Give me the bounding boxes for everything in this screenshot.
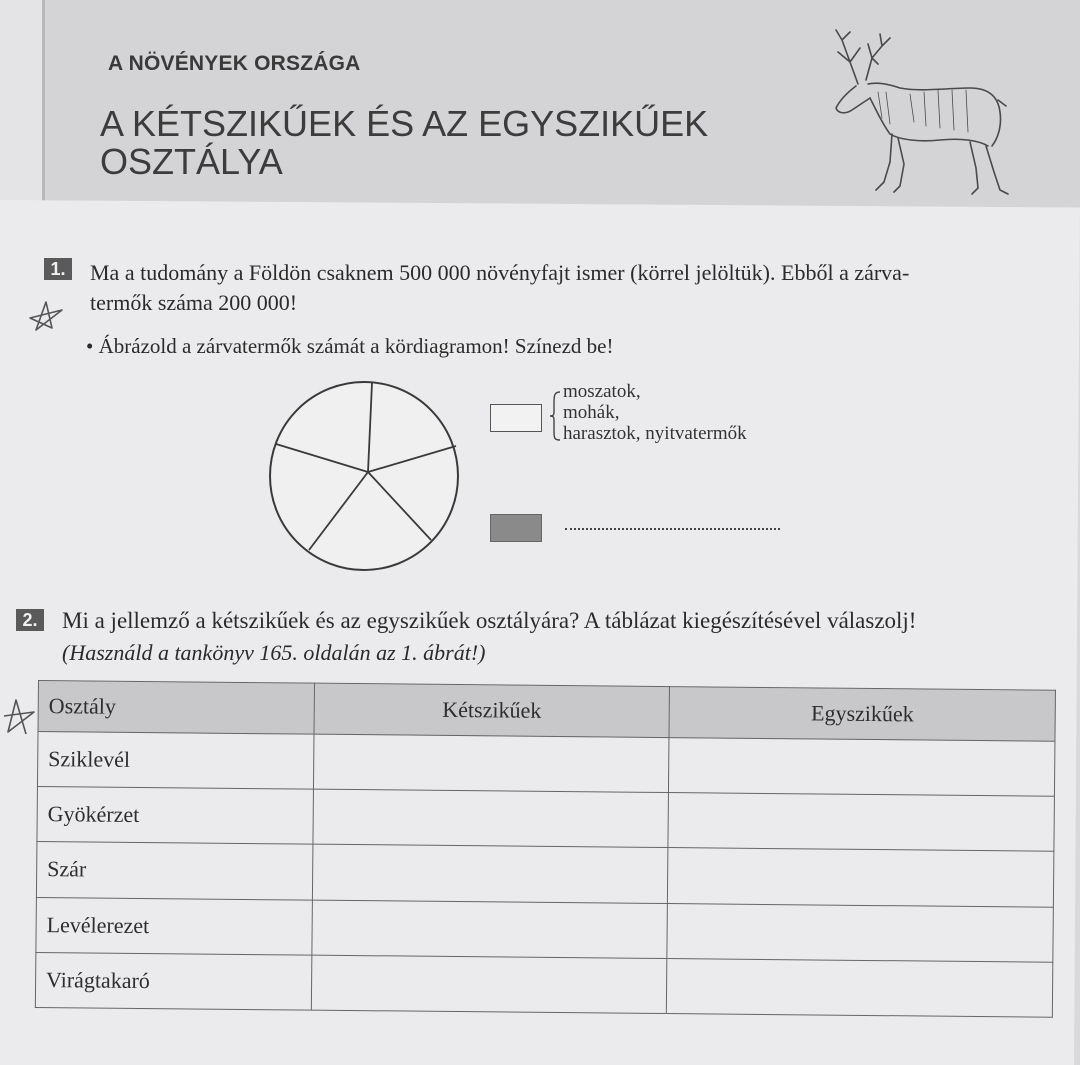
- answer-cell[interactable]: [669, 738, 1055, 797]
- task-1-text-line-2: termők száma 200 000!: [90, 290, 298, 315]
- row-label: Szár: [36, 842, 312, 900]
- answer-dotted-line[interactable]: [565, 528, 780, 530]
- table-row: [36, 897, 1053, 962]
- table-row: [37, 787, 1054, 852]
- answer-cell[interactable]: [313, 734, 669, 793]
- column-header-dicots: Kétszikűek: [314, 683, 670, 737]
- legend-box-light[interactable]: [490, 404, 542, 432]
- legend-box-dark: [490, 514, 542, 542]
- answer-cell[interactable]: [668, 793, 1054, 852]
- task-1-text-line-1: Ma a tudomány a Földön csaknem 500 000 növényfajt ismer (körrel jelöltük). Ebből a zárva-: [90, 260, 910, 285]
- answer-cell[interactable]: [668, 848, 1054, 907]
- table-row: [36, 842, 1053, 907]
- row-label: Levélerezet: [36, 897, 312, 955]
- task-1-number: 1.: [44, 258, 72, 280]
- task-2-hint: (Használd a tankönyv 165. oldalán az 1. ábrát!): [62, 640, 486, 665]
- row-label: Sziklevél: [37, 732, 313, 790]
- chapter-title-line-1: A KÉTSZIKŰEK ÉS AZ EGYSZIKŰEK: [100, 103, 709, 144]
- answer-cell[interactable]: [313, 789, 669, 848]
- legend-label-1: moszatok,: [563, 381, 641, 402]
- task-1-instruction: • Ábrázold a zárvatermők számát a kördiagramon! Színezd be!: [86, 334, 614, 358]
- answer-cell[interactable]: [312, 845, 668, 904]
- legend-label-2: mohák,: [563, 402, 620, 423]
- section-label: A NÖVÉNYEK ORSZÁGA: [108, 52, 361, 75]
- task-2-text: Mi a jellemző a kétszikűek és az egyszikűek osztályára? A táblázat kiegészítésével válaszolj!: [62, 608, 917, 633]
- legend-brace: [548, 390, 562, 442]
- answer-cell[interactable]: [312, 900, 668, 959]
- comparison-table: [35, 680, 1056, 1018]
- reindeer-illustration: [820, 22, 1030, 202]
- pie-chart[interactable]: [265, 380, 465, 575]
- table-row: [35, 952, 1052, 1017]
- answer-cell[interactable]: [667, 958, 1053, 1017]
- binding-strip: [0, 0, 45, 225]
- row-label: Gyökérzet: [37, 787, 313, 845]
- answer-cell[interactable]: [667, 903, 1053, 962]
- pencil-star-mark-1: [24, 298, 68, 334]
- column-header-monocots: Egyszikűek: [669, 687, 1055, 742]
- legend-label-3: harasztok, nyitvatermők: [563, 423, 747, 444]
- pencil-star-mark-2: [0, 694, 40, 738]
- chapter-title: [100, 105, 800, 181]
- table-row: [37, 732, 1054, 797]
- chapter-title-line-2: OSZTÁLYA: [100, 141, 283, 182]
- column-header-class: Osztály: [38, 681, 314, 735]
- answer-cell[interactable]: [311, 955, 667, 1014]
- row-label: Virágtakaró: [35, 952, 311, 1010]
- task-2-number: 2.: [16, 609, 44, 631]
